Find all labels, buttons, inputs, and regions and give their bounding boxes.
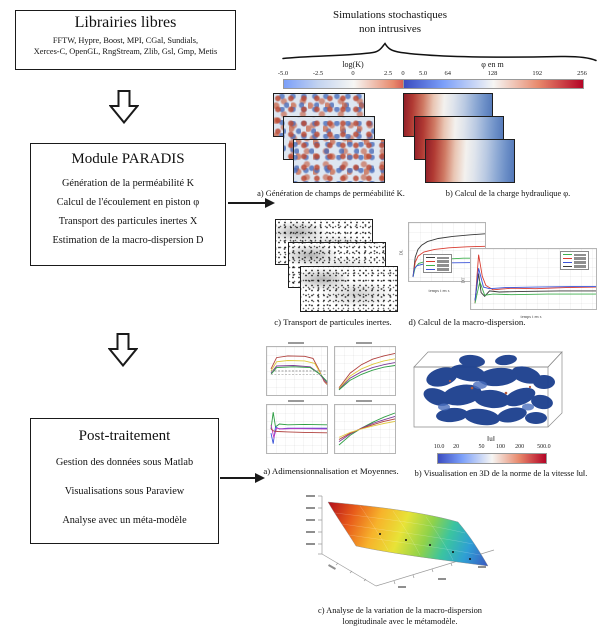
box-title: Librairies libres bbox=[74, 14, 177, 31]
box-title: Post-traitement bbox=[78, 428, 171, 444]
tick-label: 50 bbox=[478, 444, 485, 450]
caption: a) Adimensionnalisation et Moyennes. bbox=[263, 466, 399, 476]
legend-text bbox=[437, 260, 449, 262]
legend-text bbox=[574, 257, 586, 259]
mini-plot-title bbox=[356, 400, 372, 402]
mini-plot-title bbox=[356, 342, 372, 344]
particle-field-image bbox=[300, 266, 398, 312]
mini-plot-title bbox=[288, 342, 304, 344]
arrow-down-icon bbox=[108, 333, 138, 367]
tick-label: 64 bbox=[444, 70, 451, 77]
caption-line2: longitudinale avec le métamodèle. bbox=[342, 617, 458, 626]
tick-label: 0 bbox=[351, 70, 355, 77]
tick-label: 0 bbox=[401, 70, 405, 77]
tick-label: 256 bbox=[577, 70, 587, 77]
paradis-step: Génération de la perméabilité K bbox=[61, 178, 195, 189]
caption: b) Calcul de la charge hydraulique φ. bbox=[445, 189, 571, 198]
y-axis-label: DL bbox=[398, 249, 404, 256]
legend-entry bbox=[563, 261, 586, 263]
metamodel-surface-plot bbox=[298, 486, 498, 598]
colorbar-title: ‖u‖ bbox=[487, 435, 495, 443]
post-step: Visualisations sous Paraview bbox=[64, 486, 185, 497]
legend-line-swatch bbox=[563, 262, 572, 264]
annotation-line1: Simulations stochastiques bbox=[333, 9, 447, 21]
legend-line-swatch bbox=[563, 266, 572, 268]
box-post-traitement bbox=[30, 418, 219, 544]
legend-text bbox=[574, 254, 586, 256]
legend-line-swatch bbox=[426, 269, 435, 271]
legend-entry bbox=[426, 268, 449, 270]
caption: d) Calcul de la macro-dispersion. bbox=[408, 317, 526, 327]
plot-legend bbox=[560, 251, 589, 270]
box-title: Module PARADIS bbox=[71, 151, 185, 167]
x-axis-label: temps t en s bbox=[428, 288, 450, 293]
permeability-field-image bbox=[293, 139, 385, 183]
legend-line-swatch bbox=[426, 261, 435, 263]
mini-plot-title bbox=[288, 400, 304, 402]
arrow-down-icon bbox=[109, 90, 139, 124]
velocity-3d-view bbox=[410, 347, 564, 434]
library-line: FFTW, Hypre, Boost, MPI, CGal, Sundials, bbox=[52, 36, 199, 45]
legend-text bbox=[437, 264, 449, 266]
tick-label: 2.5 bbox=[383, 70, 393, 77]
post-steps bbox=[31, 448, 218, 535]
library-line: Xerces-C, OpenGL, RngStream, Zlib, Gsl, Gmp, Metis bbox=[33, 46, 218, 56]
legend-entry bbox=[563, 257, 586, 259]
legend-entry bbox=[426, 260, 449, 262]
paradis-step: Calcul de l'écoulement en piston φ bbox=[56, 197, 200, 208]
colorbar-title: log(K) bbox=[342, 60, 364, 69]
annotation-line2: non intrusives bbox=[358, 23, 422, 35]
y-axis-label: DT bbox=[460, 277, 466, 284]
colorbar-title: φ en m bbox=[481, 60, 504, 69]
colorbar-ticks bbox=[433, 444, 551, 452]
paradis-steps bbox=[31, 174, 225, 250]
caption-line1: c) Analyse de la variation de la macro-dispersion bbox=[318, 606, 482, 615]
colorbar bbox=[437, 453, 547, 464]
tick-label: 128 bbox=[487, 70, 498, 77]
tick-label: -5.0 bbox=[277, 70, 289, 77]
legend-text bbox=[574, 261, 586, 263]
paradis-step: Transport des particules inertes X bbox=[58, 216, 198, 227]
x-axis-label: temps t en s bbox=[520, 314, 542, 319]
legend-text bbox=[437, 268, 449, 270]
hydraulic-head-field-image bbox=[425, 139, 515, 183]
colorbar bbox=[403, 79, 584, 89]
library-list bbox=[16, 36, 235, 57]
caption: a) Génération de champs de perméabilité K. bbox=[257, 189, 405, 198]
box-module-paradis bbox=[30, 143, 226, 266]
caption: c) Transport de particules inertes. bbox=[274, 317, 392, 327]
tick-label: 100 bbox=[496, 444, 505, 450]
tick-label: 500.0 bbox=[537, 444, 551, 450]
legend-entry bbox=[426, 257, 449, 259]
tick-label: 200 bbox=[515, 444, 525, 450]
caption: b) Visualisation en 3D de la norme de la vitesse ‖u‖. bbox=[414, 469, 588, 478]
box-librairies-libres bbox=[15, 10, 236, 70]
legend-line-swatch bbox=[426, 265, 435, 267]
post-step: Gestion des données sous Matlab bbox=[55, 457, 194, 468]
tick-label: 192 bbox=[532, 70, 543, 77]
plot-legend bbox=[423, 254, 452, 273]
legend-entry bbox=[563, 265, 586, 267]
arrow-right-icon bbox=[228, 196, 276, 210]
legend-text bbox=[437, 257, 449, 259]
tick-label: 20 bbox=[453, 444, 460, 450]
colorbar-ticks bbox=[401, 70, 587, 78]
tick-label: -2.5 bbox=[312, 70, 324, 77]
tick-label: 5.0 bbox=[418, 70, 428, 77]
annotation-title bbox=[300, 8, 480, 36]
post-step: Analyse avec un méta-modèle bbox=[62, 515, 187, 526]
mini-plot bbox=[266, 404, 328, 454]
legend-text bbox=[574, 265, 586, 267]
mini-plot bbox=[266, 346, 328, 396]
legend-line-swatch bbox=[563, 258, 572, 260]
paradis-step: Estimation de la macro-dispersion D bbox=[52, 235, 204, 246]
mini-plot bbox=[334, 346, 396, 396]
legend-line-swatch bbox=[563, 254, 572, 256]
mini-plot bbox=[334, 404, 396, 454]
legend-entry bbox=[563, 254, 586, 256]
legend-entry bbox=[426, 264, 449, 266]
legend-line-swatch bbox=[426, 257, 435, 259]
tick-label: 10.0 bbox=[433, 444, 445, 450]
